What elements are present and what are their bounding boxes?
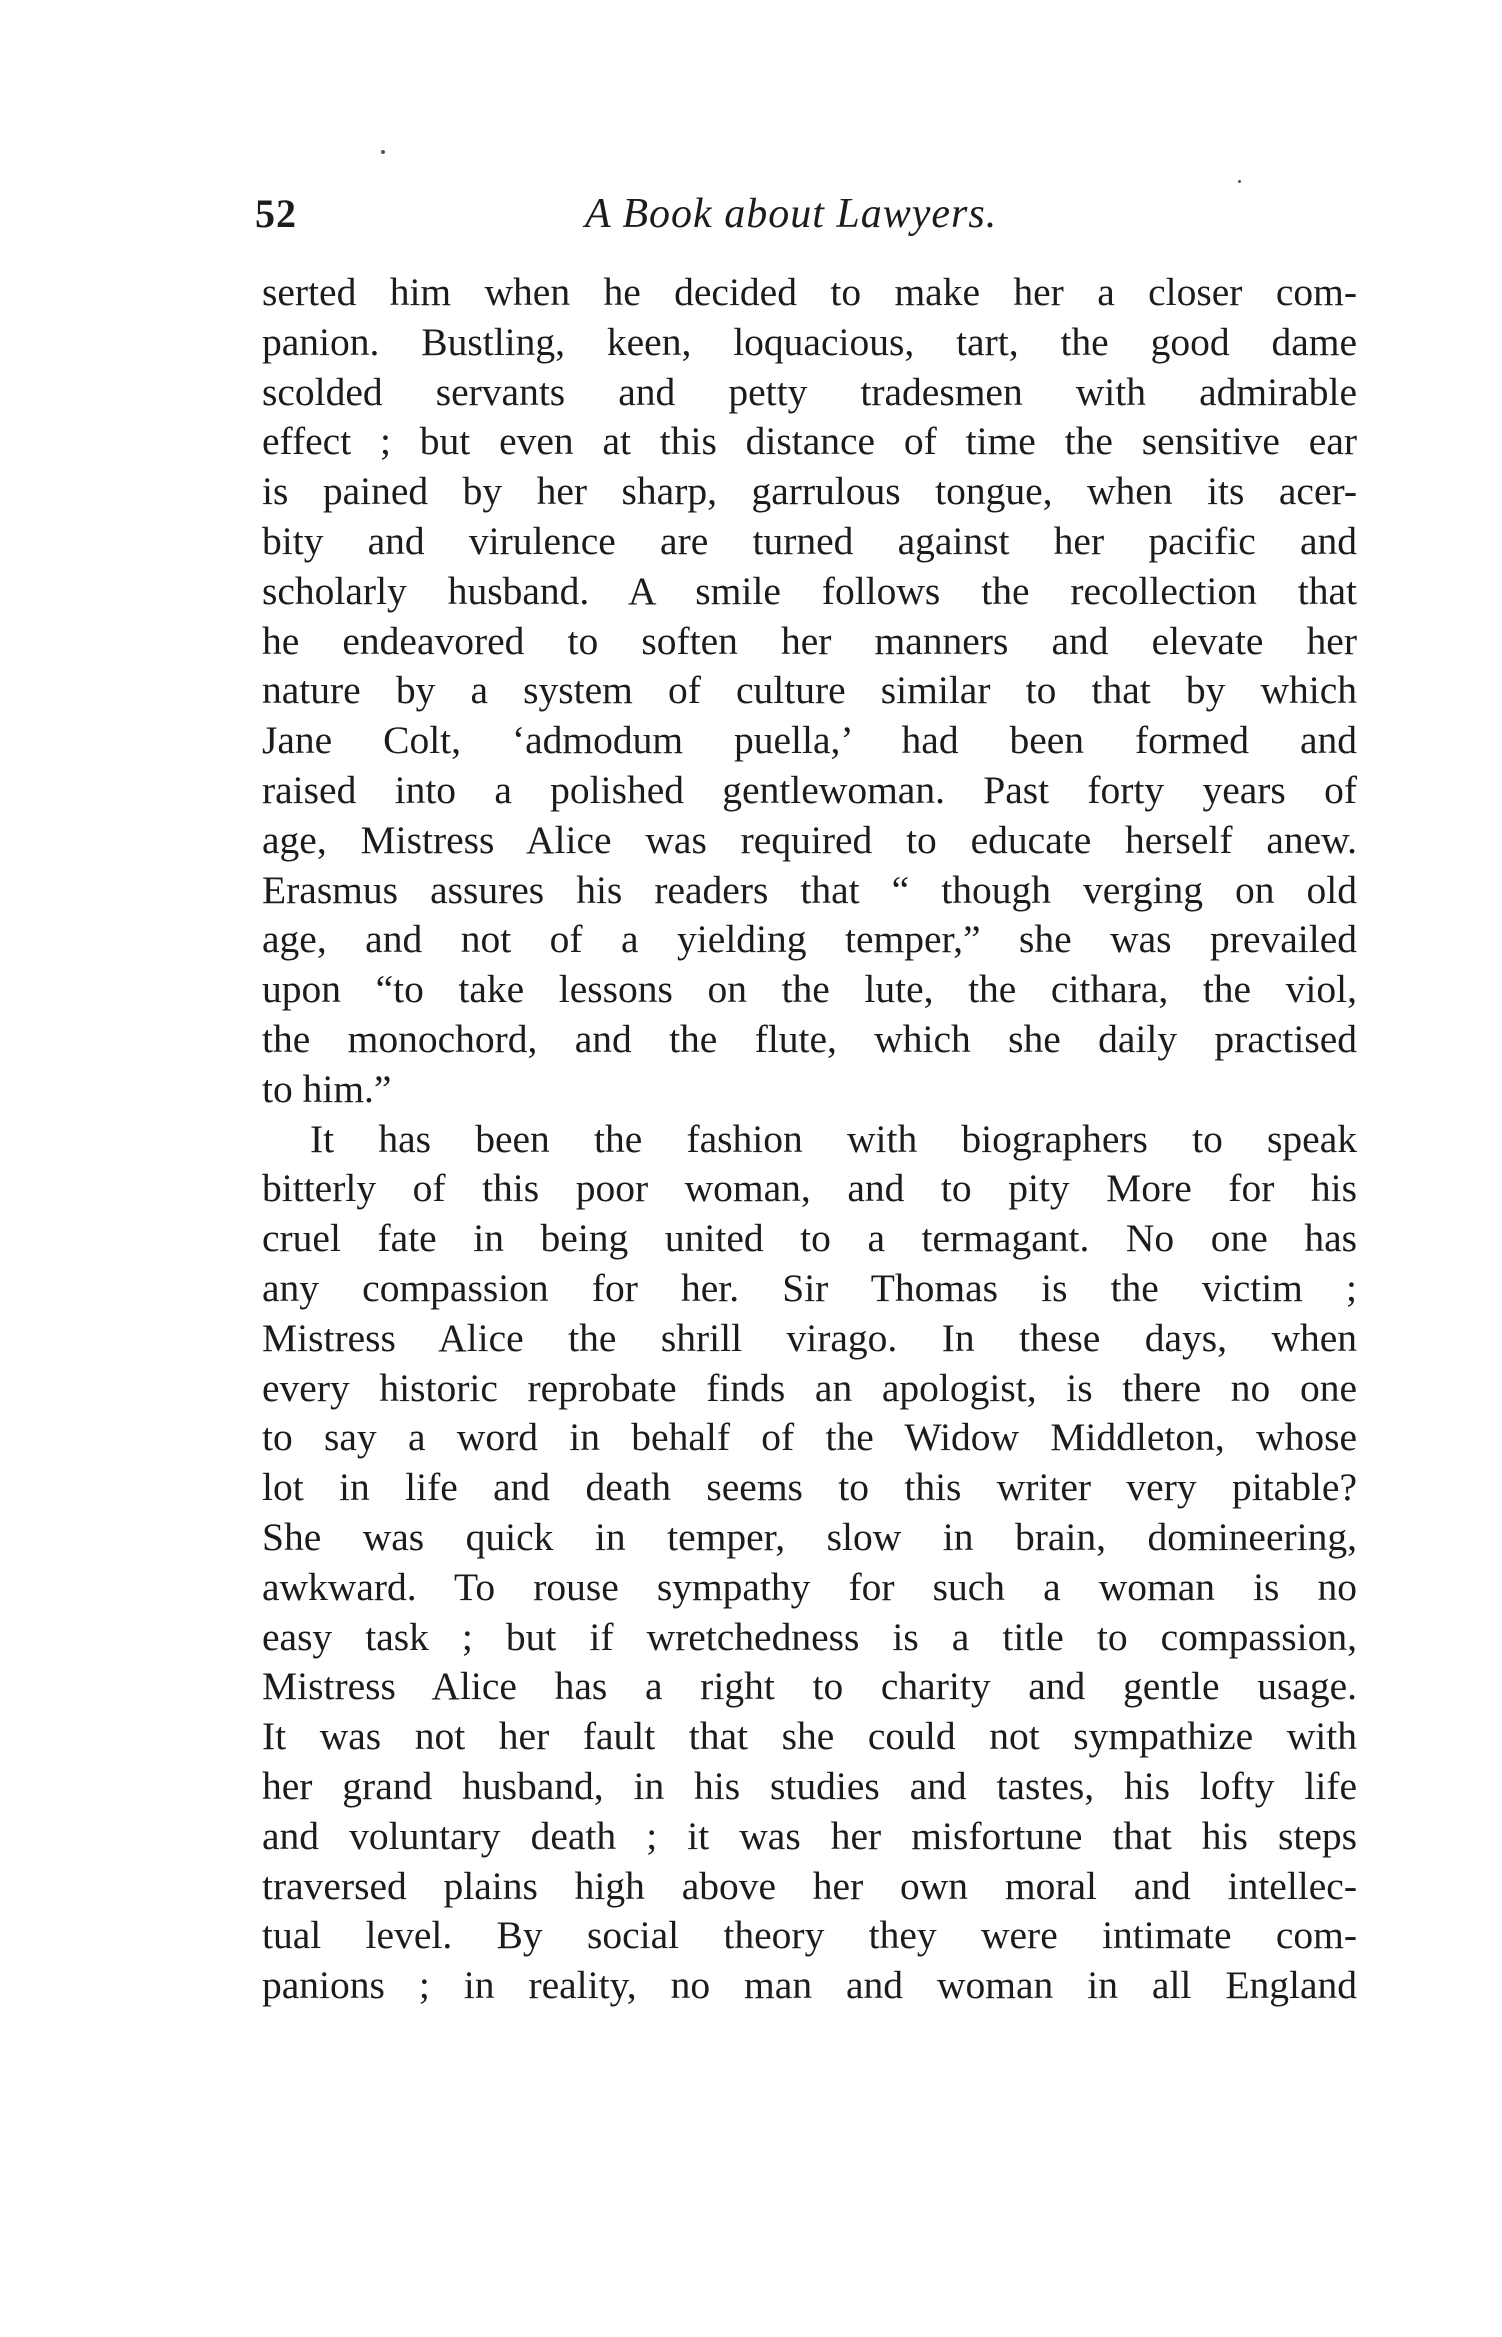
print-speck [1238,180,1241,183]
text-line: easy task ; but if wretchedness is a title to compassion, [262,1614,1357,1659]
text-line: She was quick in temper, slow in brain, domineering, [262,1514,1357,1559]
text-line: Mistress Alice has a right to charity and gentle usage. [262,1664,1357,1709]
text-line: nature by a system of culture similar to that by which [262,668,1357,713]
text-line: lot in life and death seems to this writer very pitable? [262,1465,1357,1510]
running-title: A Book about Lawyers. [585,191,998,237]
text-line: It was not her fault that she could not sympathize with [262,1714,1357,1759]
text-line: Erasmus assures his readers that “ though verging on old [262,867,1357,912]
text-line: age, Mistress Alice was required to educate herself anew. [262,817,1357,862]
text-line: tual level. By social theory they were intimate com- [262,1913,1357,1958]
text-line: serted him when he decided to make her a closer com- [262,270,1357,314]
page-header [255,190,1355,250]
text-line: panion. Bustling, keen, loquacious, tart, the good dame [262,319,1357,364]
text-line: and voluntary death ; it was her misfortune that his steps [262,1813,1357,1858]
text-line: to say a word in behalf of the Widow Middleton, whose [262,1415,1357,1460]
text-line: upon “to take lessons on the lute, the cithara, the viol, [262,967,1357,1012]
text-line: bitterly of this poor woman, and to pity More for his [262,1166,1357,1211]
text-line: cruel fate in being united to a termagant. No one has [262,1216,1357,1261]
print-speck [381,150,385,154]
text-line: awkward. To rouse sympathy for such a woman is no [262,1564,1357,1609]
text-line: bity and virulence are turned against her pacific and [262,518,1357,563]
text-line: Mistress Alice the shrill virago. In these days, when [262,1315,1357,1360]
text-line: the monochord, and the flute, which she daily practised [262,1016,1357,1061]
text-line: any compassion for her. Sir Thomas is the victim ; [262,1265,1357,1310]
text-line: traversed plains high above her own moral and intellec- [262,1863,1357,1908]
text-line: scolded servants and petty tradesmen with admirable [262,369,1357,414]
text-line: Jane Colt, ‘admodum puella,’ had been formed and [262,718,1357,763]
text-line: It has been the fashion with biographers to speak [310,1116,1357,1161]
text-line: is pained by her sharp, garrulous tongue, when its acer- [262,469,1357,514]
text-line: he endeavored to soften her manners and elevate her [262,618,1357,663]
text-line: raised into a polished gentlewoman. Past forty years of [262,767,1357,812]
text-line: panions ; in reality, no man and woman in all England [262,1963,1357,2008]
text-line: age, and not of a yielding temper,” she was prevailed [262,917,1357,962]
text-line: every historic reprobate finds an apologist, is there no one [262,1365,1357,1410]
text-line: effect ; but even at this distance of time the sensitive ear [262,419,1357,464]
text-line: scholarly husband. A smile follows the recollection that [262,568,1357,613]
body-text [262,268,1357,2011]
text-line: her grand husband, in his studies and tastes, his lofty life [262,1763,1357,1808]
page-number: 52 [255,191,297,236]
text-line: to him.” [262,1066,392,1111]
